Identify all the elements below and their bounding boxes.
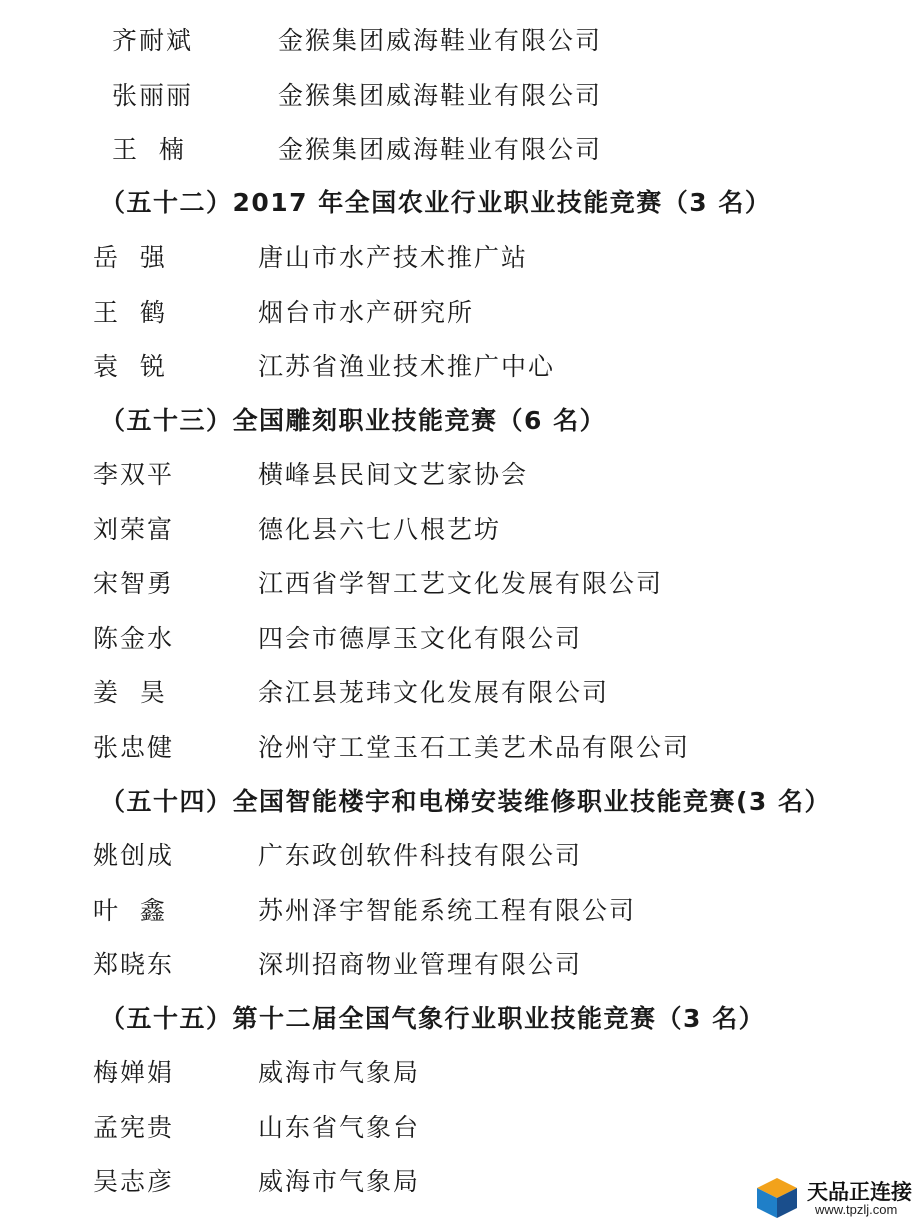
watermark (755, 1174, 912, 1222)
entry-name: 郑晓东 (93, 950, 175, 979)
entry-org: 四会市德厚玉文化有限公司 (258, 624, 583, 653)
section-heading: （五十五）第十二届全国气象行业职业技能竞赛（3 名） (100, 1004, 766, 1033)
entry-name: 梅婵娟 (93, 1058, 175, 1087)
entry-name: 王 楠 (112, 135, 186, 164)
entry-name: 张丽丽 (112, 81, 194, 110)
watermark-title: 天品正连接 (807, 1180, 912, 1204)
entry-org: 江西省学智工艺文化发展有限公司 (258, 569, 664, 598)
entry-name: 李双平 (93, 460, 175, 489)
entry-org: 山东省气象台 (258, 1113, 421, 1142)
entry-name: 叶 鑫 (93, 896, 167, 925)
entry-org: 江苏省渔业技术推广中心 (258, 352, 556, 381)
entry-org: 德化县六七八根艺坊 (258, 515, 502, 544)
entry-org: 唐山市水产技术推广站 (258, 243, 529, 272)
entry-name: 张忠健 (93, 733, 175, 762)
entry-name: 王 鹤 (93, 298, 167, 327)
entry-name: 岳 强 (93, 243, 167, 272)
entry-org: 金猴集团威海鞋业有限公司 (278, 26, 603, 55)
entry-org: 金猴集团威海鞋业有限公司 (278, 81, 603, 110)
entry-name: 刘荣富 (93, 515, 175, 544)
entry-name: 宋智勇 (93, 569, 175, 598)
entry-org: 金猴集团威海鞋业有限公司 (278, 135, 603, 164)
entry-name: 吴志彦 (93, 1167, 175, 1196)
entry-name: 陈金水 (93, 624, 175, 653)
entry-org: 苏州泽宇智能系统工程有限公司 (258, 896, 637, 925)
entry-org: 广东政创软件科技有限公司 (258, 841, 583, 870)
entry-org: 威海市气象局 (258, 1167, 421, 1196)
entry-org: 深圳招商物业管理有限公司 (258, 950, 583, 979)
entry-org: 威海市气象局 (258, 1058, 421, 1087)
entry-name: 齐耐斌 (112, 26, 194, 55)
entry-org: 余江县茏玮文化发展有限公司 (258, 678, 610, 707)
entry-name: 姜 昊 (93, 678, 167, 707)
entry-name: 袁 锐 (93, 352, 167, 381)
section-heading: （五十三）全国雕刻职业技能竞赛（6 名） (100, 406, 607, 435)
section-heading: （五十四）全国智能楼宇和电梯安装维修职业技能竞赛(3 名） (100, 787, 832, 816)
entry-org: 沧州守工堂玉石工美艺术品有限公司 (258, 733, 691, 762)
watermark-url: www.tpzlj.com (815, 1202, 898, 1217)
entry-org: 烟台市水产研究所 (258, 298, 475, 327)
entry-name: 孟宪贵 (93, 1113, 175, 1142)
entry-org: 横峰县民间文艺家协会 (258, 460, 529, 489)
entry-name: 姚创成 (93, 841, 175, 870)
section-heading: （五十二）2017 年全国农业行业职业技能竞赛（3 名） (100, 188, 772, 217)
cube-logo-icon (755, 1176, 799, 1220)
